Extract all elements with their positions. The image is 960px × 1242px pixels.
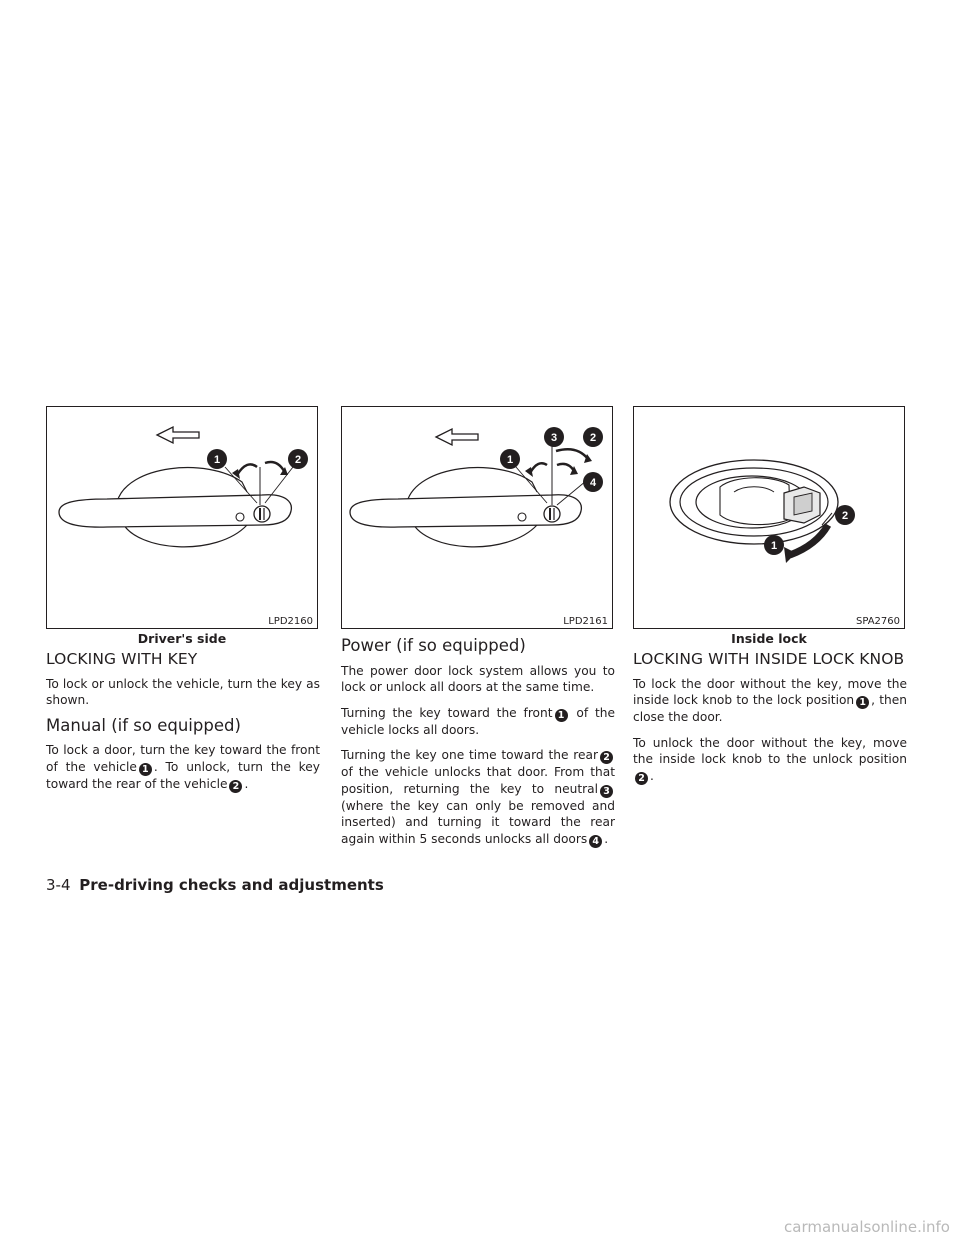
key-cylinder-icon xyxy=(254,506,270,522)
paragraph: To lock or unlock the vehicle, turn the key as shown. xyxy=(46,676,320,707)
callout-2: 2 xyxy=(589,432,597,444)
figure-code: LPD2160 xyxy=(268,616,313,627)
figure-caption: Inside lock xyxy=(731,631,807,646)
column-power-lock xyxy=(341,634,615,857)
callout-1: 1 xyxy=(856,696,869,709)
paragraph: Turning the key toward the front 1 of the vehicle locks all doors. xyxy=(341,705,616,737)
front-arrow-icon xyxy=(157,427,199,443)
figure-caption: Driver's side xyxy=(137,631,227,646)
figure-inside-lock xyxy=(633,406,905,629)
section-heading: LOCKING WITH INSIDE LOCK KNOB xyxy=(633,650,905,668)
figure-power-lock xyxy=(341,406,613,629)
callout-1: 1 xyxy=(139,763,152,776)
watermark: carmanualsonline.info xyxy=(784,1218,950,1236)
figure-code: SPA2760 xyxy=(855,616,900,627)
figure-drivers-side xyxy=(46,406,318,629)
callout-1: 1 xyxy=(770,540,778,552)
front-arrow-icon xyxy=(436,429,478,445)
paragraph: To lock the door without the key, move the inside lock knob to the lock position 1 , then close the door. xyxy=(633,676,907,724)
paragraph: To unlock the door without the key, move the inside lock knob to the unlock position2 . xyxy=(633,735,907,784)
callout-2: 2 xyxy=(600,751,613,764)
door-handle-key-illustration xyxy=(342,407,611,627)
door-handle-key-illustration xyxy=(47,407,316,627)
subsection-heading: Manual (if so equipped) xyxy=(46,715,241,735)
callout-4: 4 xyxy=(589,835,602,848)
callout-1: 1 xyxy=(213,454,221,466)
paragraph: The power door lock system allows you to lock or unlock all doors at the same time. xyxy=(341,663,615,694)
paragraph: Turning the key one time toward the rear 2 of the vehicle unlocks that door. From that position, returning the key to neutral 3 (where the key can only be removed and inserted) and turning it toward the rear again within 5 seconds unlocks all doors 4 . xyxy=(341,748,615,847)
figure-code: LPD2161 xyxy=(563,616,608,627)
page-footer xyxy=(46,876,384,894)
callout-1: 1 xyxy=(555,709,568,722)
section-heading: LOCKING WITH KEY xyxy=(46,650,198,668)
callout-1: 1 xyxy=(506,454,514,466)
subsection-heading: Power (if so equipped) xyxy=(341,636,526,655)
callout-2: 2 xyxy=(841,510,849,522)
callout-4: 4 xyxy=(589,477,597,489)
inside-lock-knob-illustration xyxy=(634,407,903,627)
callout-2: 2 xyxy=(229,780,242,793)
callout-3: 3 xyxy=(600,785,613,798)
paragraph: To lock a door, turn the key toward the front of the vehicle 1 . To unlock, turn the key toward the rear of the vehicle 2 . xyxy=(46,743,320,792)
section-title: Pre-driving checks and adjustments xyxy=(79,876,384,894)
key-cylinder-icon xyxy=(544,506,560,522)
callout-2: 2 xyxy=(294,454,302,466)
callout-3: 3 xyxy=(550,432,558,444)
page-number: 3-4 xyxy=(46,876,71,894)
column-locking-with-key xyxy=(46,651,320,802)
column-inside-lock-knob xyxy=(633,651,907,794)
callout-2: 2 xyxy=(635,772,648,785)
